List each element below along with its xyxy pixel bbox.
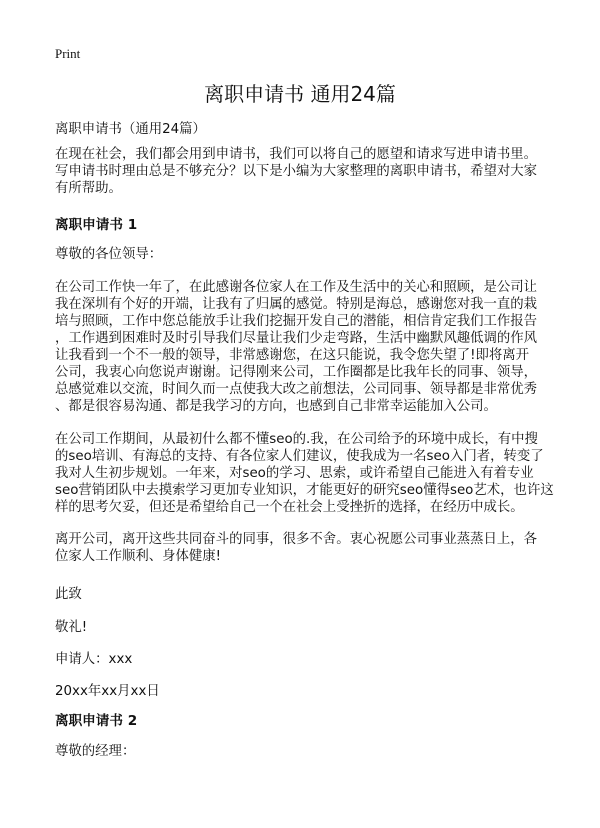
intro-paragraph (55, 146, 537, 197)
text-line: 我在深圳有个好的开端，让我有了归属的感觉。特别是海总，感谢您对我一直的栽 (55, 297, 538, 312)
text-line: 在现在社会，我们都会用到申请书，我们可以将自己的愿望和请求写进申请书里。 (55, 147, 538, 162)
text-line: 有所帮助。 (55, 181, 122, 196)
text-line: 、都是很容易沟通、都是我学习的方向，也感到自己非常幸运能加入公司。 (55, 399, 497, 414)
text-line: 样的思考欠妥，但还是希望给自己一个在社会上受挫折的选择，在经历中成长。 (55, 500, 524, 515)
applicant: 申请人：xxx (55, 652, 133, 667)
letter-paragraph (55, 431, 554, 516)
date: 20xx年xx月xx日 (55, 684, 160, 699)
text-line: seo营销团队中去摸索学习更加专业知识，才能更好的研究seo懂得seo艺术，也许这 (55, 483, 554, 498)
text-line: 的seo培训、有海总的支持、有各位家人们建议，使我成为一名seo入门者，转变了 (55, 449, 544, 464)
text-line: 离开公司，离开这些共同奋斗的同事，很多不舍。衷心祝愿公司事业蒸蒸日上，各 (55, 532, 538, 547)
text-line: 让我看到一个不一般的领导，非常感谢您，在这只能说，我令您失望了!即将离开 (55, 348, 530, 363)
text-line: 我对人生初步规划。一年来，对seo的学习、思索，或许希望自己能进入有着专业 (55, 466, 534, 481)
salutation: 敬礼! (55, 620, 88, 635)
subtitle: 离职申请书（通用24篇） (55, 122, 206, 137)
greeting: 尊敬的各位领导： (55, 247, 163, 262)
section-heading-1: 离职申请书 1 (55, 217, 138, 233)
text-line: ，工作遇到困难时及时引导我们尽量让我们少走弯路，生活中幽默风趣低调的作风 (55, 331, 538, 346)
text-line: 在公司工作期间，从最初什么都不懂seo的.我，在公司给予的环境中成长，有中搜 (55, 432, 538, 447)
text-line: 培与照顾，工作中您总能放手让我们挖掘开发自己的潜能，相信肯定我们工作报告 (55, 314, 538, 329)
letter-paragraph (55, 531, 537, 565)
text-line: 总感觉难以交流，时间久而一点使我大改之前想法，公司同事、领导都是非常优秀 (55, 382, 538, 397)
text-line: 位家人工作顺利、身体健康! (55, 549, 222, 564)
section-heading-2: 离职申请书 2 (55, 713, 138, 729)
print-link[interactable]: Print (55, 46, 81, 61)
page-title: 离职申请书 通用24篇 (204, 82, 396, 106)
text-line: 写申请书时理由总是不够充分？以下是小编为大家整理的离职申请书，希望对大家 (55, 164, 538, 179)
letter-paragraph (55, 279, 537, 415)
greeting: 尊敬的经理： (55, 744, 136, 759)
closing: 此致 (55, 587, 82, 602)
text-line: 在公司工作快一年了，在此感谢各位家人在工作及生活中的关心和照顾，是公司让 (55, 280, 538, 295)
text-line: 公司，我衷心向您说声谢谢。记得刚来公司，工作圈都是比我年长的同事、领导， (55, 365, 538, 380)
